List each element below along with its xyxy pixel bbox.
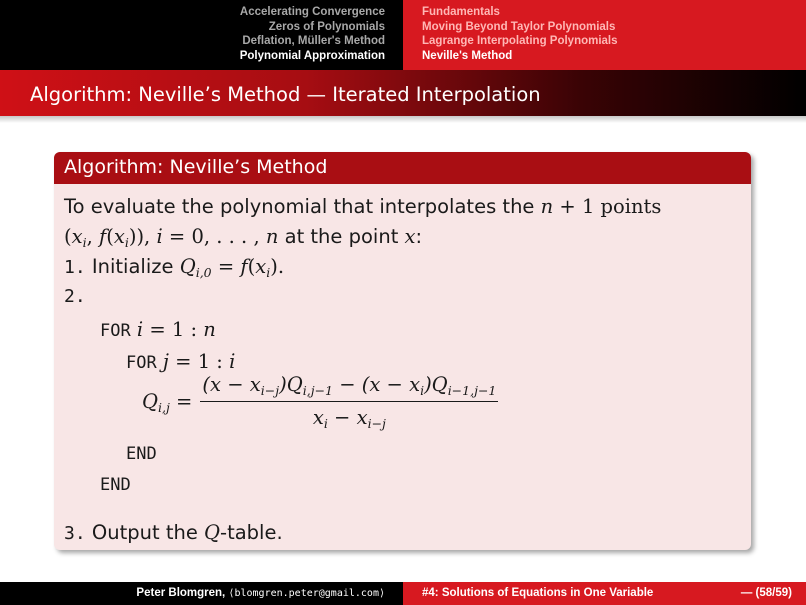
math-Q: Q [204,521,221,544]
step-number: 1. [64,257,86,278]
math-paren: ( [64,225,72,248]
intro-text: at the point [278,225,405,248]
math-sub: i−j [260,383,280,398]
neville-recurrence [142,372,498,431]
keyword-for: FOR [100,321,131,341]
math-j: j [162,350,169,373]
fraction-numerator [200,372,498,401]
math-sub: i,j−1 [302,383,333,398]
math-eq: = [211,255,241,278]
nav-subsection-nevilles-method[interactable]: Neville's Method [422,49,513,62]
math-term: (x − x [202,373,261,396]
math-i: i [136,318,144,341]
end-inner-loop [126,438,157,469]
nav-section-accelerating-convergence[interactable]: Accelerating Convergence [239,6,385,18]
nav-section-deflation-mullers-method[interactable]: Deflation, Müller's Method [242,35,385,48]
math-sub: i−1,j−1 [447,383,497,398]
math-f: f [240,255,248,278]
nav-section-polynomial-approximation[interactable]: Polynomial Approximation [239,49,385,62]
recurrence-fraction [200,372,498,431]
math-i: i [229,350,236,373]
math-sub: i−j [367,416,386,432]
math-paren: ( [106,225,114,248]
nav-subsection-fundamentals[interactable]: Fundamentals [422,6,500,18]
fraction-denominator [313,402,386,431]
algorithm-block-title: Algorithm: Neville’s Method [54,152,751,184]
step-number: 2. [64,286,86,307]
algorithm-block [54,152,751,550]
math-range: = 1 : [168,350,230,373]
math-n: n [540,195,554,218]
footer-page-number: — (58/59) [740,587,792,599]
math-term: − (x − x [333,373,421,396]
intro-line-2 [64,222,741,252]
math-Q: Q [142,389,158,413]
step-2 [64,281,86,312]
step-text: -table. [220,521,283,544]
step-text: Initialize [85,255,180,278]
math-i: i [156,225,163,248]
math-sub: i [266,265,271,280]
algorithm-block-body [54,184,751,550]
math-x: x [255,255,267,278]
footer-author-panel [0,582,403,605]
step-number: 3. [64,523,86,544]
math-range: = 1 : [143,318,204,341]
math-x: x [113,225,125,248]
intro-text: : [415,225,423,248]
math-eq: = [169,389,193,413]
math-n: n [203,318,216,341]
footer-email: ⟨blomgren.peter@gmail.com⟩ [228,588,385,599]
step-text: Output the [85,521,205,544]
subsection-nav [403,0,806,70]
step-3 [64,518,283,549]
footer [0,582,806,605]
math-paren: ( [247,255,256,278]
intro-line-1 [64,192,741,222]
intro-text: + 1 points [553,195,662,218]
footer-author: Peter Blomgren, [136,587,226,599]
math-n: n [265,225,279,248]
section-nav [0,0,403,70]
math-sub: i [323,416,328,432]
recurrence-lhs [142,387,192,417]
math-x: x [71,225,83,248]
math-term: x [312,406,324,430]
keyword-end: END [100,475,131,495]
math-paren: )), [128,225,157,248]
keyword-end: END [126,444,157,464]
math-paren: ). [270,255,285,278]
nav-subsection-lagrange-interpolating[interactable]: Lagrange Interpolating Polynomials [422,35,618,48]
math-sub: i [420,383,425,398]
math-f: f [99,225,107,248]
math-sub: i [124,235,129,250]
header-navigation [0,0,806,70]
step-1 [64,252,284,283]
math-term: )Q [279,373,303,396]
math-Q: Q [179,255,196,278]
math-comma: , [86,225,100,248]
nav-section-zeros-of-polynomials[interactable]: Zeros of Polynomials [268,20,385,33]
frame-title: Algorithm: Neville’s Method — Iterated Interpolation [0,70,806,116]
math-sub: i,0 [195,265,212,280]
nav-subsection-moving-beyond-taylor[interactable]: Moving Beyond Taylor Polynomials [422,20,616,33]
math-x: x [404,225,416,248]
keyword-for: FOR [126,353,157,373]
math-sub: i,j [158,399,170,415]
math-range: = 0, . . . , [162,225,266,248]
intro-text: To evaluate the polynomial that interpolates the [64,195,541,218]
math-sub: i [82,235,87,250]
footer-lecture-title: #4: Solutions of Equations in One Variable [422,587,654,599]
math-term: − x [327,406,368,430]
math-term: )Q [424,373,448,396]
end-outer-loop [100,469,131,500]
footer-lecture-panel [403,582,806,605]
for-loop-i [100,315,216,346]
title-shadow [0,116,806,123]
